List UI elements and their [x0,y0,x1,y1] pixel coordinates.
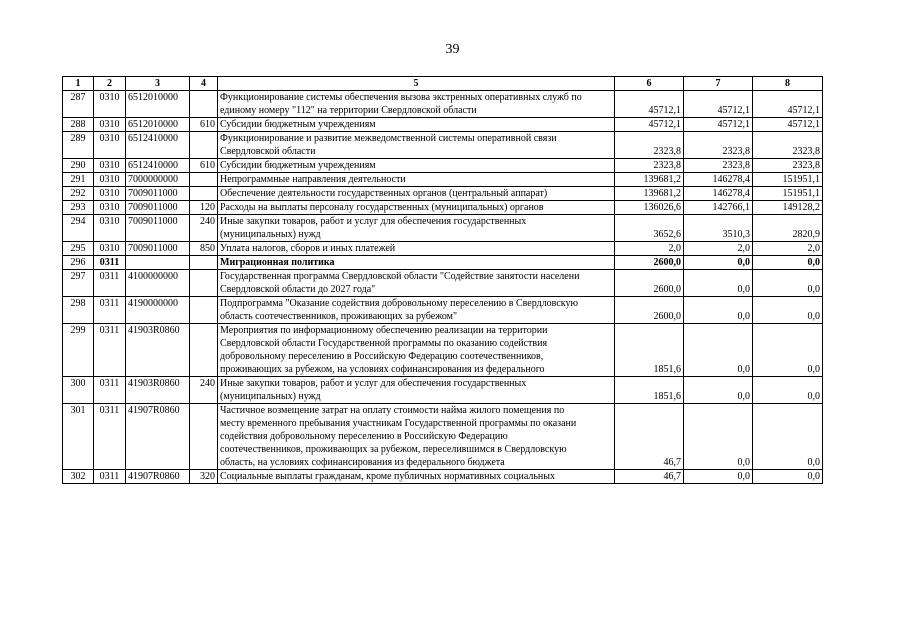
expense-type-code: 610 [190,118,218,132]
target-article-code: 7009011000 [126,201,190,215]
col-header: 8 [753,77,823,91]
section-code: 0311 [94,256,126,270]
amount-year-2: 0,0 [684,377,753,404]
amount-year-1: 139681,2 [615,173,684,187]
amount-year-3: 0,0 [753,256,823,270]
target-article-code: 6512010000 [126,91,190,118]
amount-year-3: 45712,1 [753,118,823,132]
table-row [63,404,823,470]
col-header: 2 [94,77,126,91]
table-row [63,270,823,297]
item-name-line: месту временного пребывания участникам Государственной программы по оказани [220,418,577,429]
target-article-code: 6512010000 [126,118,190,132]
item-name-line: Уплата налогов, сборов и иных платежей [220,243,396,254]
amount-year-3: 2323,8 [753,132,823,159]
item-name-line: Частичное возмещение затрат на оплату стоимости найма жилого помещения по [220,405,565,416]
table-row [63,377,823,404]
item-name-line: Подпрограмма "Оказание содействия добровольному переселению в Свердловскую [220,298,578,309]
item-name [218,270,615,297]
row-number: 300 [63,377,94,404]
table-row [63,242,823,256]
item-name-line: (муниципальных) нужд [220,229,321,240]
row-number: 298 [63,297,94,324]
amount-year-2: 2323,8 [684,132,753,159]
item-name-line: Функционирование и развитие межведомственной системы оперативной связи [220,133,557,144]
item-name [218,118,615,132]
item-name-line: Субсидии бюджетным учреждениям [220,160,376,171]
col-header: 1 [63,77,94,91]
item-name [218,404,615,470]
amount-year-1: 3652,6 [615,215,684,242]
amount-year-2: 3510,3 [684,215,753,242]
row-number: 289 [63,132,94,159]
section-code: 0310 [94,159,126,173]
expense-type-code [190,132,218,159]
item-name-line: область, на условиях софинансирования из федерального бюджета [220,457,505,468]
amount-year-3: 0,0 [753,270,823,297]
col-header: 5 [218,77,615,91]
expense-type-code [190,324,218,377]
amount-year-3: 0,0 [753,470,823,484]
expense-type-code: 320 [190,470,218,484]
col-header: 7 [684,77,753,91]
amount-year-2: 0,0 [684,324,753,377]
target-article-code: 6512410000 [126,132,190,159]
amount-year-3: 151951,1 [753,187,823,201]
amount-year-1: 45712,1 [615,118,684,132]
item-name-line: соотечественников, проживающих за рубежом, переселившимся в Свердловскую [220,444,567,455]
amount-year-1: 2600,0 [615,297,684,324]
item-name-line: Государственная программа Свердловской области "Содействие занятости населени [220,271,580,282]
amount-year-3: 0,0 [753,404,823,470]
amount-year-2: 142766,1 [684,201,753,215]
item-name-line: Функционирование системы обеспечения вызова экстренных оперативных служб по [220,92,582,103]
section-code: 0311 [94,404,126,470]
table-row [63,159,823,173]
amount-year-3: 2820,9 [753,215,823,242]
amount-year-3: 2,0 [753,242,823,256]
section-code: 0310 [94,187,126,201]
table-row [63,297,823,324]
target-article-code: 4100000000 [126,270,190,297]
section-code: 0310 [94,91,126,118]
section-code: 0310 [94,173,126,187]
item-name-line: Обеспечение деятельности государственных органов (центральный аппарат) [220,188,548,199]
row-number: 291 [63,173,94,187]
amount-year-1: 2600,0 [615,270,684,297]
expense-type-code [190,404,218,470]
row-number: 301 [63,404,94,470]
amount-year-1: 1851,6 [615,377,684,404]
expense-type-code [190,256,218,270]
section-code: 0310 [94,201,126,215]
expense-type-code [190,91,218,118]
row-number: 302 [63,470,94,484]
target-article-code: 41907R0860 [126,404,190,470]
amount-year-2: 0,0 [684,270,753,297]
row-number: 299 [63,324,94,377]
amount-year-3: 151951,1 [753,173,823,187]
row-number: 293 [63,201,94,215]
section-code: 0311 [94,270,126,297]
amount-year-3: 2323,8 [753,159,823,173]
table-body [63,91,823,484]
expense-type-code: 850 [190,242,218,256]
item-name-line: содействия добровольному переселению в Российскую Федерацию [220,431,508,442]
item-name-line: добровольному переселению в Российскую Федерацию соотечественников, [220,351,544,362]
amount-year-2: 2,0 [684,242,753,256]
amount-year-1: 2600,0 [615,256,684,270]
amount-year-3: 0,0 [753,324,823,377]
item-name-line: Свердловской области Государственной программы по оказанию содействия [220,338,548,349]
table-row [63,201,823,215]
item-name [218,132,615,159]
item-name-line: Мероприятия по информационному обеспечению реализации на территории [220,325,548,336]
row-number: 294 [63,215,94,242]
col-header: 4 [190,77,218,91]
target-article-code: 41903R0860 [126,324,190,377]
item-name [218,91,615,118]
table-row [63,324,823,377]
item-name [218,187,615,201]
amount-year-2: 0,0 [684,256,753,270]
section-code: 0311 [94,324,126,377]
amount-year-2: 45712,1 [684,91,753,118]
col-header: 3 [126,77,190,91]
amount-year-2: 45712,1 [684,118,753,132]
item-name-line: Субсидии бюджетным учреждениям [220,119,376,130]
item-name-line: Иные закупки товаров, работ и услуг для обеспечения государственных [220,216,527,227]
section-code: 0310 [94,118,126,132]
item-name [218,159,615,173]
target-article-code: 7009011000 [126,242,190,256]
target-article-code: 4190000000 [126,297,190,324]
row-number: 287 [63,91,94,118]
item-name [218,215,615,242]
item-name-line: область соотечественников, проживающих за рубежом" [220,311,458,322]
item-name [218,324,615,377]
table-row [63,215,823,242]
expense-type-code [190,187,218,201]
amount-year-1: 46,7 [615,470,684,484]
expense-type-code: 610 [190,159,218,173]
budget-table [62,76,823,484]
page-number: 39 [445,42,460,57]
amount-year-2: 146278,4 [684,187,753,201]
amount-year-2: 0,0 [684,404,753,470]
amount-year-3: 0,0 [753,377,823,404]
expense-type-code: 120 [190,201,218,215]
item-name-line: Непрограммные направления деятельности [220,174,406,185]
item-name [218,470,615,484]
amount-year-1: 2,0 [615,242,684,256]
expense-type-code [190,297,218,324]
amount-year-1: 45712,1 [615,91,684,118]
section-code: 0310 [94,215,126,242]
expense-type-code [190,173,218,187]
amount-year-1: 2323,8 [615,159,684,173]
item-name [218,173,615,187]
table-row [63,132,823,159]
expense-type-code: 240 [190,377,218,404]
section-code: 0311 [94,470,126,484]
item-name [218,377,615,404]
amount-year-2: 146278,4 [684,173,753,187]
table-row [63,470,823,484]
item-name-line: Свердловской области [220,146,316,157]
row-number: 288 [63,118,94,132]
item-name-line: Социальные выплаты гражданам, кроме публичных нормативных социальных [220,471,555,482]
row-number: 295 [63,242,94,256]
amount-year-3: 0,0 [753,297,823,324]
amount-year-3: 149128,2 [753,201,823,215]
section-code: 0311 [94,297,126,324]
table-row [63,118,823,132]
section-code: 0310 [94,132,126,159]
amount-year-1: 2323,8 [615,132,684,159]
col-header: 6 [615,77,684,91]
amount-year-1: 1851,6 [615,324,684,377]
section-code: 0311 [94,377,126,404]
target-article-code: 7009011000 [126,187,190,201]
header-row [63,77,823,91]
target-article-code: 41907R0860 [126,470,190,484]
item-name-line: Свердловской области до 2027 года" [220,284,376,295]
row-number: 296 [63,256,94,270]
item-name [218,242,615,256]
table-row [63,256,823,270]
amount-year-2: 0,0 [684,470,753,484]
row-number: 292 [63,187,94,201]
item-name-line: Расходы на выплаты персоналу государственных (муниципальных) органов [220,202,544,213]
expense-type-code [190,270,218,297]
item-name [218,256,615,270]
amount-year-2: 2323,8 [684,159,753,173]
target-article-code: 7000000000 [126,173,190,187]
table-row [63,173,823,187]
item-name-line: Иные закупки товаров, работ и услуг для обеспечения государственных [220,378,527,389]
amount-year-1: 136026,6 [615,201,684,215]
item-name-line: единому номеру "112" на территории Свердловской области [220,105,477,116]
target-article-code [126,256,190,270]
table-row [63,91,823,118]
target-article-code: 7009011000 [126,215,190,242]
amount-year-2: 0,0 [684,297,753,324]
target-article-code: 6512410000 [126,159,190,173]
item-name-line: Миграционная политика [220,257,335,268]
amount-year-1: 139681,2 [615,187,684,201]
amount-year-3: 45712,1 [753,91,823,118]
target-article-code: 41903R0860 [126,377,190,404]
amount-year-1: 46,7 [615,404,684,470]
item-name-line: (муниципальных) нужд [220,391,321,402]
expense-type-code: 240 [190,215,218,242]
section-code: 0310 [94,242,126,256]
table-row [63,187,823,201]
row-number: 290 [63,159,94,173]
item-name [218,201,615,215]
item-name-line: проживающих за рубежом, на условиях софинансирования из федерального [220,364,545,375]
item-name [218,297,615,324]
row-number: 297 [63,270,94,297]
